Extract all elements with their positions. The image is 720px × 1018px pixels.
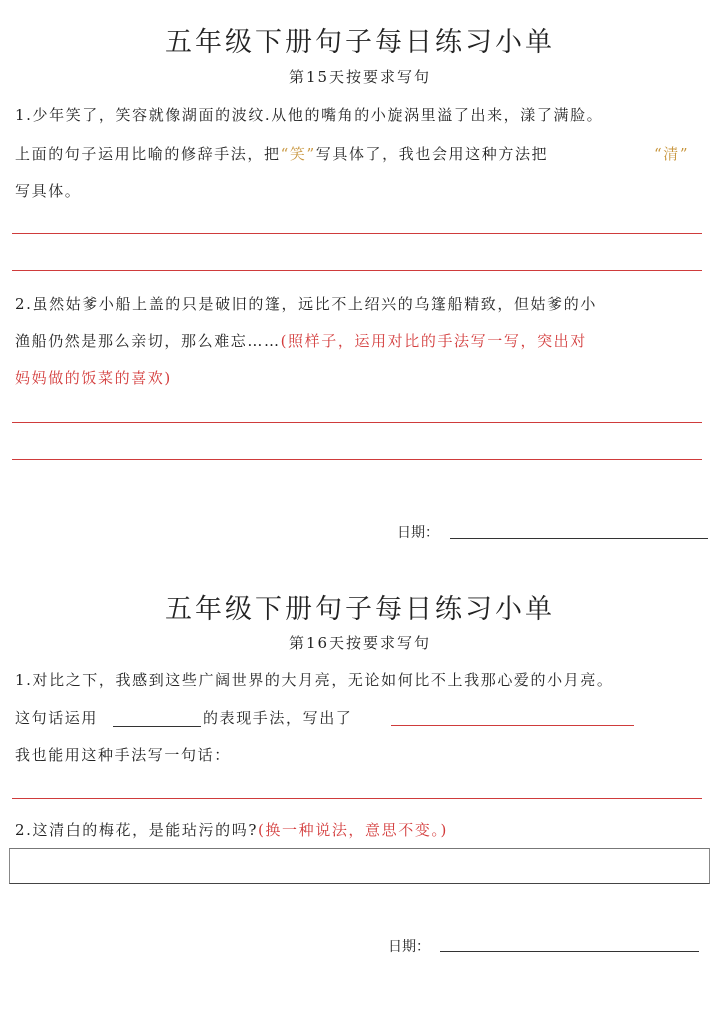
sheet2-title: 五年级下册句子每日练习小单 [165,594,555,625]
sheet1-date-field[interactable] [450,538,708,539]
sheet2-date-label: 日期： [388,939,430,955]
sheet1-q2-line2-text: 渔船仍然是那么亲切，那么难忘…… [15,332,281,350]
sheet2-q1-line2-text-a: 这句话运用 [15,709,99,727]
sheet2-q2-line [15,820,448,840]
sheet1-q1-line2-text-a: 上面的句子运用比喻的修辞手法，把 [15,145,281,163]
sheet2-q2-text: 2.这清白的梅花，是能玷污的吗? [15,821,258,839]
sheet1-q1-answer-line-2[interactable] [12,270,702,271]
sheet1-q2-answer-line-1[interactable] [12,422,702,423]
sheet2-q1-line2-text-b: 的表现手法，写出了 [203,709,353,727]
sheet2-q1-blank-effect[interactable] [391,725,634,726]
sheet2-q2-instruction: (换一种说法，意思不变。) [257,821,448,839]
sheet2-date-field[interactable] [440,951,699,952]
sheet2-q1-blank-technique[interactable] [113,726,201,727]
sheet1-q2-instruction-cont: 妈妈做的饭菜的喜欢) [15,369,172,387]
sheet2-subtitle: 第16天按要求写句 [288,634,432,652]
sheet1-q2-line2 [15,331,587,351]
sheet2-q1-line3: 我也能用这种手法写一句话： [15,746,231,764]
sheet1-q1-highlight-qing: “清” [654,145,690,163]
sheet1-q1-answer-line-1[interactable] [12,233,702,234]
sheet1-q2-instruction: (照样子，运用对比的手法写一写，突出对 [280,332,587,350]
sheet2-q1-answer-line[interactable] [12,798,702,799]
sheet1-title: 五年级下册句子每日练习小单 [165,27,555,58]
sheet1-q1-line1: 1.少年笑了，笑容就像湖面的波纹.从他的嘴角的小旋涡里溢了出来，漾了满脸。 [15,106,604,124]
sheet1-q2-answer-line-2[interactable] [12,459,702,460]
sheet1-subtitle: 第15天按要求写句 [288,68,432,86]
sheet1-q1-highlight-xiao: “笑” [280,145,316,163]
sheet1-date-label: 日期： [397,525,439,541]
sheet1-q2-line1: 2.虽然姑爹小船上盖的只是破旧的篷，远比不上绍兴的乌篷船精致，但姑爹的小 [15,295,597,313]
sheet1-q1-line3: 写具体。 [15,182,82,200]
sheet2-q1-line1: 1.对比之下，我感到这些广阔世界的大月亮，无论如何比不上我那心爱的小月亮。 [15,671,614,689]
sheet1-q1-line2-text-b: 写具体了，我也会用这种方法把 [315,145,549,163]
sheet2-q2-answer-box[interactable] [9,848,710,884]
sheet1-q1-line2 [15,144,548,164]
